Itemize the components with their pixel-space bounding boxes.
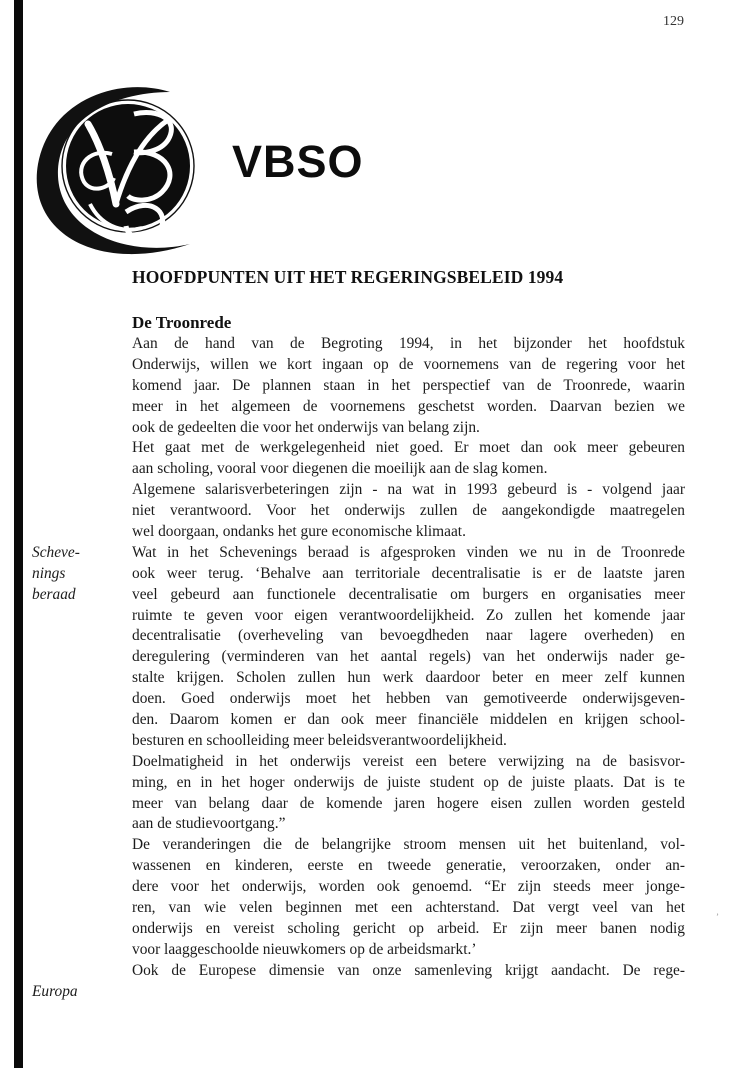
body-text-line: decentralisatie (overheveling van bevoegdheden naar lagere overheden) en	[132, 627, 685, 645]
body-text-line: meer van belang daar de komende jaren hogere eisen zullen worden gesteld	[132, 794, 685, 812]
page-spine-shadow	[14, 0, 23, 1068]
body-text-line: besturen en schoolleiding meer beleidsverantwoordelijkheid.	[132, 731, 507, 749]
margin-note-line: nings	[32, 564, 66, 582]
section-title: De Troonrede	[132, 313, 232, 332]
vbso-logo-emblem	[30, 84, 200, 262]
body-text-line: Doelmatigheid in het onderwijs vereist een betere verwijzing na de basisvor-	[132, 752, 685, 770]
body-text-line: Wat in het Schevenings beraad is afgesproken vinden we nu in de Troonrede	[132, 543, 685, 561]
body-text-line: ook de gedeelten die voor het onderwijs van belang zijn.	[132, 418, 480, 436]
margin-note-line: Europa	[32, 983, 78, 1000]
article-headline: HOOFDPUNTEN UIT HET REGERINGSBELEID 1994	[132, 267, 564, 287]
body-text-line: De veranderingen die de belangrijke stroom mensen uit het buitenland, vol-	[132, 836, 685, 854]
page-number: 129	[663, 14, 684, 29]
body-text-line: niet verantwoord. Voor het onderwijs zullen de aangekondigde maatregelen	[132, 502, 685, 520]
body-text-line: den. Daarom komen er dan ook meer financiële middelen en krijgen school-	[132, 711, 685, 729]
body-text-line: meer in het algemeen de voornemens geschetst worden. Daarvan bezien we	[132, 397, 685, 415]
margin-note-line: Scheve-	[32, 544, 80, 561]
body-text-line: onderwijs en vereist scholing gericht op arbeid. Er zijn meer banen nodig	[132, 919, 685, 937]
body-text-line: Aan de hand van de Begroting 1994, in het bijzonder het hoofdstuk	[132, 335, 685, 352]
body-text-line: voor laaggeschoolde nieuwkomers op de arbeidsmarkt.’	[132, 940, 477, 958]
body-text-line: Ook de Europese dimensie van onze samenleving krijgt aandacht. De rege-	[132, 961, 685, 979]
body-text-line: Het gaat met de werkgelegenheid niet goed. Er moet dan ook meer gebeuren	[132, 439, 685, 457]
body-text-line: aan scholing, vooral voor diegenen die moeilijk aan de slag komen.	[132, 460, 548, 478]
body-text-line: deregulering (verminderen van het aantal regels) van het onderwijs nader ge-	[132, 648, 685, 666]
body-text-line: dere voor het onderwijs, worden ook genoemd. “Er zijn steeds meer jonge-	[132, 878, 685, 896]
body-text-line: doen. Goed onderwijs moet het hebben van gemotiveerde onderwijsgeven-	[132, 690, 685, 708]
body-text-line: ruimte te geven voor eigen verantwoordelijkheid. Zo zullen het komende jaar	[132, 606, 685, 624]
body-text-line: aan de studievoortgang.”	[132, 815, 286, 833]
body-text-line: Onderwijs, willen we kort ingaan op de voornemens van de regering voor het	[132, 355, 685, 373]
body-text-line: ming, en in het hoger onderwijs de juiste student op de juiste plaats. Dat is te	[132, 773, 685, 791]
article-body	[132, 334, 685, 982]
scan-speck: ’	[716, 912, 719, 922]
body-text-line: wel doorgaan, ondanks het gure economische klimaat.	[132, 523, 466, 541]
body-text-line: Algemene salarisverbeteringen zijn - na wat in 1993 gebeurd is - volgend jaar	[132, 481, 685, 499]
margin-note-scheveningen	[32, 543, 80, 606]
body-text-line: wassenen en kinderen, eerste en tweede generatie, veroorzaken, onder an-	[132, 857, 685, 875]
body-text-line: komend jaar. De plannen staan in het perspectief van de Troonrede, waarin	[132, 376, 685, 394]
body-text-line: veel gebeurd aan functionele decentralisatie om burgers en organisaties meer	[132, 585, 685, 603]
brand-title: VBSO	[232, 136, 364, 187]
body-text-line: ook weer terug. ‘Behalve aan territoriale decentralisatie is er de laatste jaren	[132, 564, 685, 582]
body-text-line: stalte krijgen. Scholen zullen hun werk daardoor beter en meer zelf kunnen	[132, 669, 685, 687]
body-text-line: ren, van wie velen beginnen met een achterstand. Dat vergt veel van het	[132, 899, 685, 917]
margin-note-line: beraad	[32, 585, 76, 603]
margin-note-europa	[32, 982, 78, 1003]
